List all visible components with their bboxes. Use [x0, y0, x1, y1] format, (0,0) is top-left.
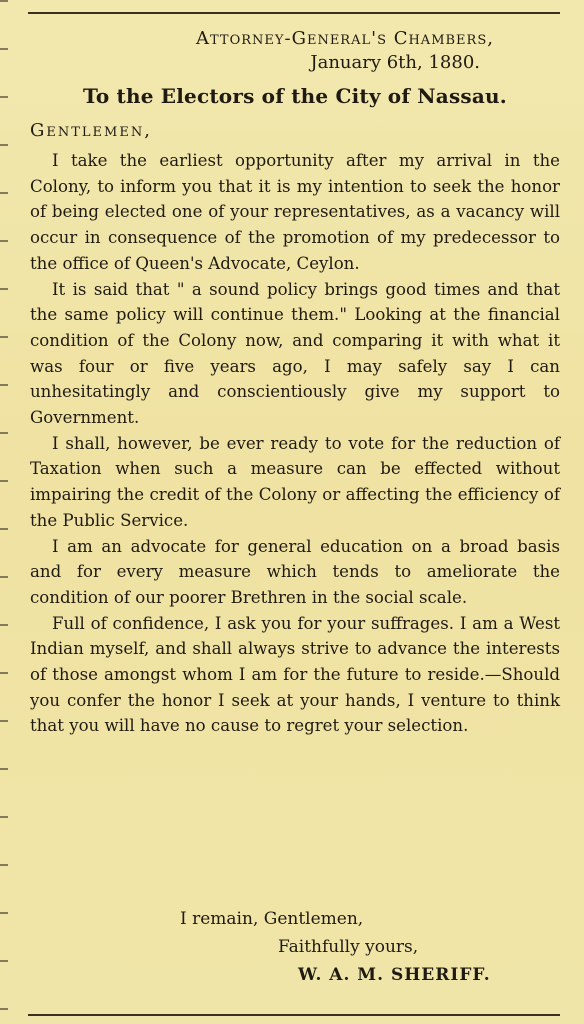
- signoff: [30, 905, 560, 989]
- date-line: January 6th, 1880.: [310, 52, 480, 73]
- headline: To the Electors of the City of Nassau.: [83, 84, 507, 108]
- letter-body: [30, 148, 560, 739]
- top-rule: [28, 12, 560, 14]
- valediction: Faithfully yours,: [278, 937, 419, 957]
- closing-line: I remain, Gentlemen,: [180, 909, 364, 929]
- chambers-line: Attorney-General's Chambers,: [196, 28, 494, 49]
- clipping-edge: [0, 0, 8, 1024]
- dateline: [140, 28, 550, 74]
- paragraph: Full of confidence, I ask you for your suffrages. I am a West Indian myself, and shall always strive to advance the interests of those amongst whom I am for the future to reside.—Should you confer the honor I seek at your hands, I venture to think that you will have no cause to regret your selection.: [30, 613, 560, 736]
- paragraph: I shall, however, be ever ready to vote for the reduction of Taxation when such a measure can be effected without impairing the credit of the Colony or affecting the efficiency of the Public Service.: [30, 433, 560, 530]
- paragraph: It is said that " a sound policy brings good times and that the same policy will continue them." Looking at the financial condition of the Colony now, and comparing it with what it was four or five years ago, I may safely say I can unhesitatingly and conscientiously give my support to Government.: [30, 279, 560, 428]
- bottom-rule: [28, 1014, 560, 1016]
- signature-name: W. A. M. SHERIFF.: [298, 965, 491, 985]
- paragraph: I am an advocate for general education on a broad basis and for every measure which tends to ameliorate the condition of our poorer Brethren in the social scale.: [30, 536, 560, 607]
- salutation: Gentlemen,: [30, 120, 152, 141]
- paragraph: I take the earliest opportunity after my arrival in the Colony, to inform you that it is my intention to seek the honor of being elected one of your representatives, as a vacancy will occur in consequence of the promotion of my predecessor to the office of Queen's Advocate, Ceylon.: [30, 151, 560, 273]
